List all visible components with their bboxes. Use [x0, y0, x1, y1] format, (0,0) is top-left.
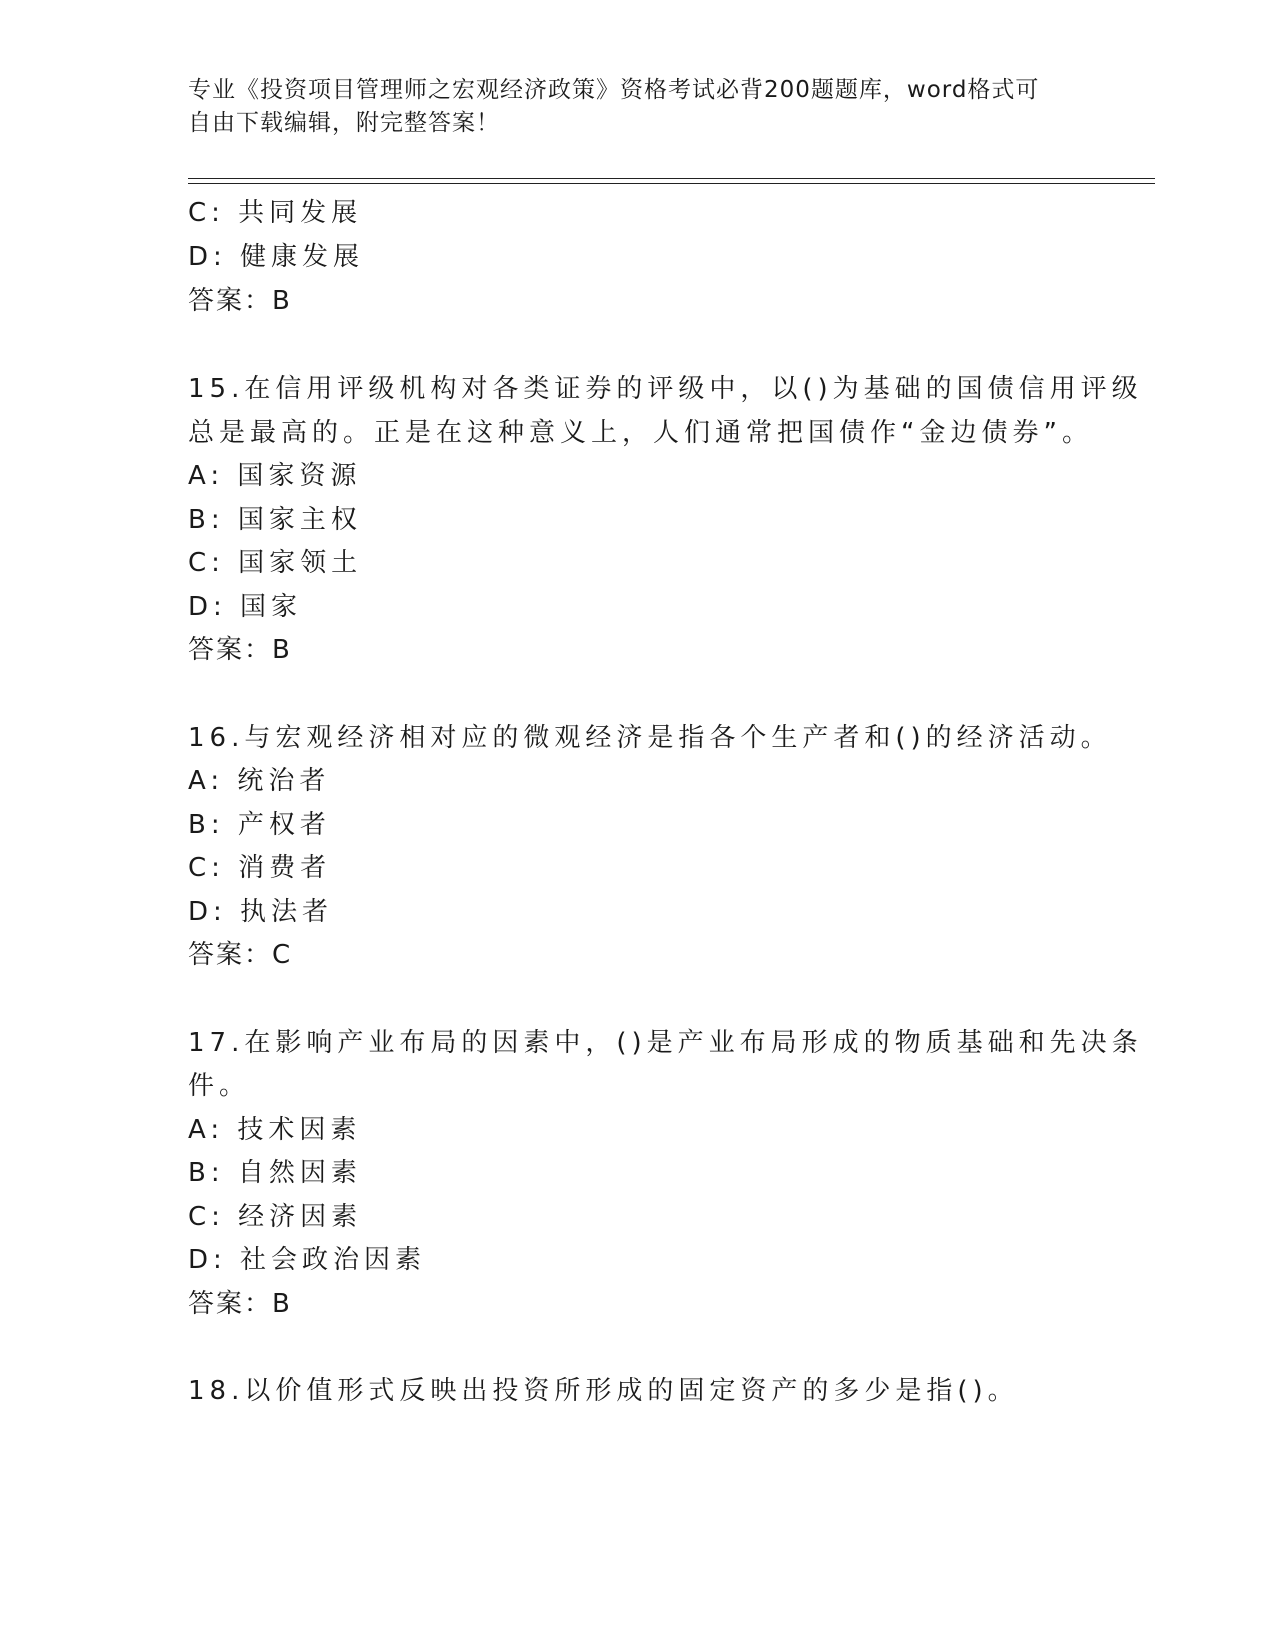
prev-option-c: C: 共同发展 — [188, 198, 363, 228]
q15-option-a: A: 国家资源 — [188, 461, 362, 491]
q16-option-a: A: 统治者 — [188, 766, 331, 796]
q16-option-c: C: 消费者 — [188, 853, 332, 883]
q16-option-b: B: 产权者 — [188, 810, 331, 840]
q17-option-b: B: 自然因素 — [188, 1158, 362, 1188]
header-title-line-2: 自由下载编辑，附完整答案！ — [188, 110, 500, 136]
q17-stem-line-2: 件。 — [188, 1071, 251, 1101]
q15-stem-line-2: 总是最高的。正是在这种意义上，人们通常把国债作“金边债券”。 — [188, 418, 1093, 448]
q17-stem-line-1: 17.在影响产业布局的因素中，()是产业布局形成的物质基础和先决条 — [188, 1028, 1143, 1058]
q16-option-d: D: 执法者 — [188, 897, 334, 927]
q17-option-c: C: 经济因素 — [188, 1202, 363, 1232]
q17-option-a: A: 技术因素 — [188, 1115, 362, 1145]
header-divider-bottom — [188, 183, 1155, 184]
q17-option-d: D: 社会政治因素 — [188, 1245, 427, 1275]
q15-stem-line-1: 15.在信用评级机构对各类证券的评级中，以()为基础的国债信用评级 — [188, 374, 1143, 404]
prev-answer: 答案：B — [188, 286, 292, 316]
q16-answer: 答案：C — [188, 940, 293, 970]
header-divider-top — [188, 178, 1155, 179]
q16-stem-line-1: 16.与宏观经济相对应的微观经济是指各个生产者和()的经济活动。 — [188, 723, 1112, 753]
page-header — [188, 74, 1088, 140]
q15-option-b: B: 国家主权 — [188, 505, 362, 535]
prev-option-d: D: 健康发展 — [188, 242, 365, 272]
q15-option-d: D: 国家 — [188, 592, 303, 622]
q18-stem-line-1: 18.以价值形式反映出投资所形成的固定资产的多少是指()。 — [188, 1376, 1019, 1406]
q15-option-c: C: 国家领土 — [188, 548, 363, 578]
q15-answer: 答案：B — [188, 635, 292, 665]
q17-answer: 答案：B — [188, 1289, 292, 1319]
header-title-line-1: 专业《投资项目管理师之宏观经济政策》资格考试必背200题题库，word格式可 — [188, 77, 1040, 103]
